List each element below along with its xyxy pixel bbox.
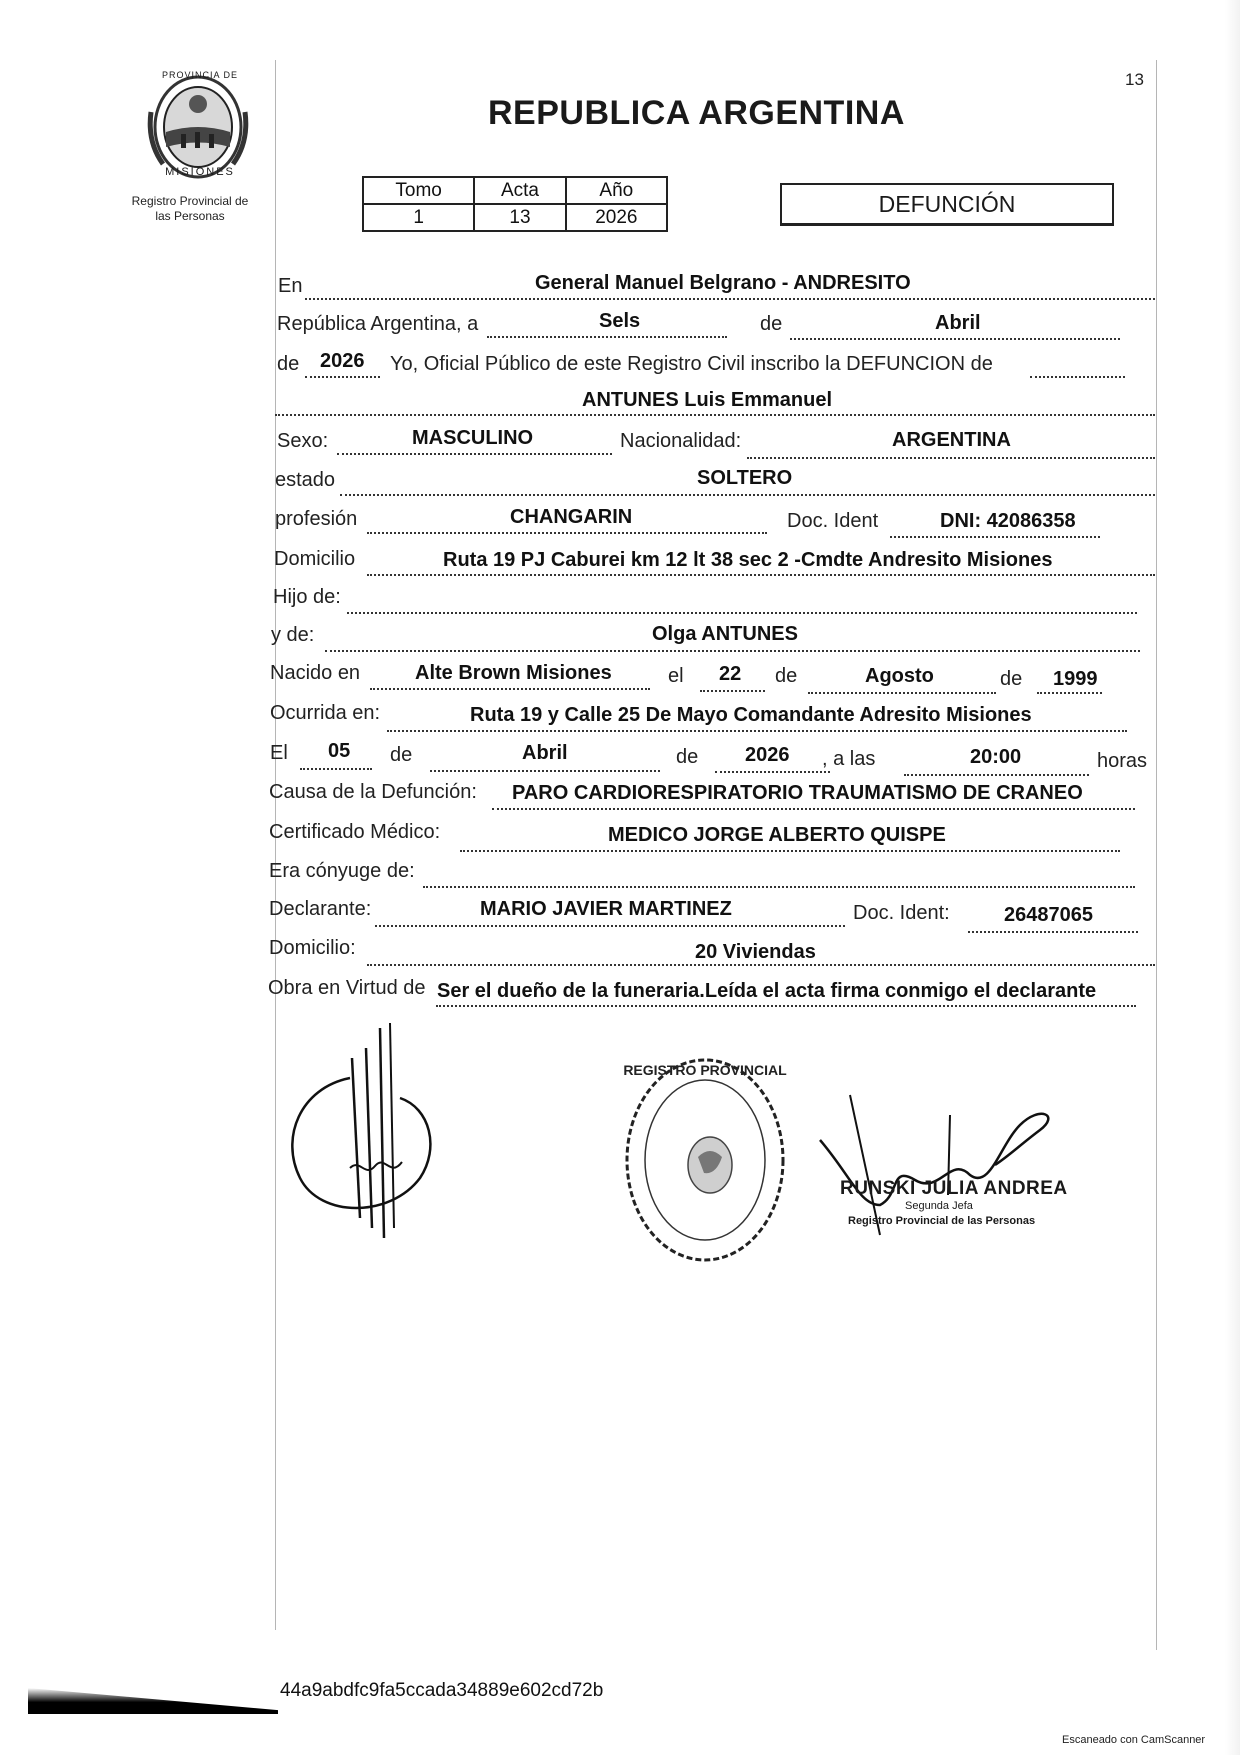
label-a-las: , a las	[822, 748, 876, 770]
label-causa: Causa de la Defunción:	[269, 781, 477, 803]
dots-nac-anio	[1037, 692, 1102, 694]
anio-header: Año	[566, 177, 667, 204]
value-anio-registro: 2026	[320, 350, 365, 372]
label-horas: horas	[1097, 750, 1148, 772]
dots-dia-registro	[487, 336, 727, 338]
dots-madre	[325, 650, 1140, 652]
value-dia-registro: Sels	[599, 310, 641, 332]
value-nacido-en: Alte Brown Misiones	[415, 662, 612, 684]
dots-mes-registro	[790, 338, 1120, 340]
label-certificado: Certificado Médico:	[269, 821, 441, 843]
label-domicilio: Domicilio	[274, 548, 356, 570]
record-number-value-row	[363, 204, 667, 231]
value-ocurrida-en: Ruta 19 y Calle 25 De Mayo Comandante Adresito Misiones	[470, 704, 1032, 726]
dots-nac-dia	[700, 690, 765, 692]
dots-nac-mes	[808, 692, 996, 694]
dots-domicilio	[367, 574, 1155, 576]
value-nombre: ANTUNES Luis Emmanuel	[582, 389, 833, 411]
label-doc-ident: Doc. Ident	[787, 510, 879, 532]
value-certificado: MEDICO JORGE ALBERTO QUISPE	[608, 824, 946, 846]
value-declarante-doc: 26487065	[1004, 904, 1093, 926]
dots-causa	[492, 808, 1135, 810]
official-office: Registro Provincial de las Personas	[848, 1215, 1036, 1227]
page-number: 13	[1125, 70, 1144, 89]
label-y-de: y de:	[271, 624, 315, 646]
label-de-mes: de	[760, 313, 783, 335]
dots-obra	[436, 1005, 1136, 1007]
label-conyuge: Era cónyuge de:	[269, 860, 415, 882]
tomo-value: 1	[363, 204, 474, 231]
dots-hijo-de	[347, 612, 1137, 614]
dots-profesion	[367, 532, 767, 534]
emblem-top-text: PROVINCIA DE	[161, 70, 238, 80]
page-right-edge	[1156, 60, 1157, 1650]
registry-line-2: las Personas	[155, 209, 225, 223]
dots-ocurrida-en	[387, 730, 1127, 732]
label-hijo-de: Hijo de:	[273, 586, 341, 608]
value-lugar: General Manuel Belgrano - ANDRESITO	[535, 272, 911, 294]
dots-certificado	[460, 850, 1120, 852]
page-left-edge	[275, 60, 276, 1630]
label-el-cap: El	[270, 742, 288, 764]
official-name: RUNSKI JULIA ANDREA	[840, 1178, 1068, 1199]
record-number-header-row	[363, 177, 667, 204]
label-de-def-anio: de	[676, 746, 699, 768]
dots-doc	[890, 536, 1100, 538]
value-sexo: MASCULINO	[412, 427, 534, 449]
label-de-def-mes: de	[390, 744, 413, 766]
dots-declarante	[375, 925, 845, 927]
dots-fallecido-cont	[1030, 376, 1125, 378]
value-nac-anio: 1999	[1053, 668, 1098, 690]
label-doc-ident-declarante: Doc. Ident:	[853, 902, 950, 924]
dots-declarante-doc	[968, 931, 1138, 933]
value-madre: Olga ANTUNES	[652, 623, 798, 645]
label-domicilio-declarante: Domicilio:	[269, 937, 356, 959]
value-domicilio: Ruta 19 PJ Caburei km 12 lt 38 sec 2 -Cmdte Andresito Misiones	[443, 549, 1053, 571]
stamp-text: REGISTRO PROVINCIAL	[623, 1062, 787, 1078]
document-title: REPUBLICA ARGENTINA	[488, 94, 905, 132]
record-number-table	[362, 176, 668, 232]
label-en: En	[278, 275, 303, 297]
value-nac-dia: 22	[719, 663, 742, 685]
value-mes-registro: Abril	[935, 312, 981, 334]
value-estado: SOLTERO	[697, 467, 793, 489]
label-ocurrida-en: Ocurrida en:	[270, 702, 381, 724]
label-nacionalidad: Nacionalidad:	[620, 430, 742, 452]
acta-header: Acta	[474, 177, 565, 204]
label-sexo: Sexo:	[277, 430, 329, 452]
declarant-signature	[280, 1018, 480, 1248]
dots-nombre	[275, 414, 1155, 416]
value-def-dia: 05	[328, 740, 351, 762]
value-obra: Ser el dueño de la funeraria.Leída el acta firma conmigo el declarante	[437, 980, 1097, 1002]
label-el: el	[668, 665, 684, 687]
dots-nacionalidad	[747, 457, 1155, 459]
label-nacido-en: Nacido en	[270, 662, 361, 684]
value-causa: PARO CARDIORESPIRATORIO TRAUMATISMO DE CRANEO	[512, 782, 1083, 804]
value-def-anio: 2026	[745, 744, 790, 766]
label-de-nac-anio: de	[1000, 668, 1023, 690]
dots-def-mes	[430, 770, 660, 772]
anio-value: 2026	[566, 204, 667, 231]
scanner-note: Escaneado con CamScanner	[1062, 1734, 1206, 1746]
record-type-box: DEFUNCIÓN	[780, 183, 1114, 226]
dots-def-hora	[904, 774, 1089, 776]
tomo-header: Tomo	[363, 177, 474, 204]
dots-def-dia	[300, 768, 372, 770]
value-def-mes: Abril	[522, 742, 568, 764]
official-stamp	[620, 1045, 800, 1275]
label-obra-en-virtud: Obra en Virtud de	[268, 977, 426, 999]
value-def-hora: 20:00	[970, 746, 1022, 768]
label-de-anio: de	[277, 353, 300, 375]
dots-sexo	[337, 453, 612, 455]
value-nac-mes: Agosto	[865, 665, 934, 687]
official-role: Segunda Jefa	[905, 1200, 973, 1212]
label-estado: estado	[275, 469, 336, 491]
registry-line-1: Registro Provincial de	[131, 194, 249, 208]
label-republica: República Argentina, a	[277, 313, 479, 335]
dots-anio-registro	[305, 376, 380, 378]
label-declarante: Declarante:	[269, 898, 372, 920]
value-doc: DNI: 42086358	[940, 510, 1076, 532]
label-profesion: profesión	[275, 508, 358, 530]
dots-lugar	[305, 298, 1155, 300]
acta-value: 13	[474, 204, 565, 231]
label-yo-oficial: Yo, Oficial Público de este Registro Civil inscribo la DEFUNCION de	[390, 353, 993, 375]
emblem-bottom-text: MISIONES	[165, 166, 235, 178]
value-declarante-domicilio: 20 Viviendas	[695, 941, 816, 963]
dots-def-anio	[715, 771, 830, 773]
value-nacionalidad: ARGENTINA	[892, 429, 1011, 451]
value-profesion: CHANGARIN	[510, 506, 633, 528]
dots-declarante-domicilio	[367, 964, 1155, 966]
dots-estado	[340, 494, 1155, 496]
registry-name	[115, 194, 265, 224]
value-declarante: MARIO JAVIER MARTINEZ	[480, 898, 732, 920]
document-hash: 44a9abdfc9fa5ccada34889e602cd72b	[280, 1680, 604, 1701]
scan-shadow	[28, 1688, 278, 1714]
scan-edge-top	[1225, 0, 1240, 1755]
dots-nacido-en	[370, 688, 650, 690]
label-de-nac-mes: de	[775, 665, 798, 687]
dots-conyuge	[423, 886, 1135, 888]
